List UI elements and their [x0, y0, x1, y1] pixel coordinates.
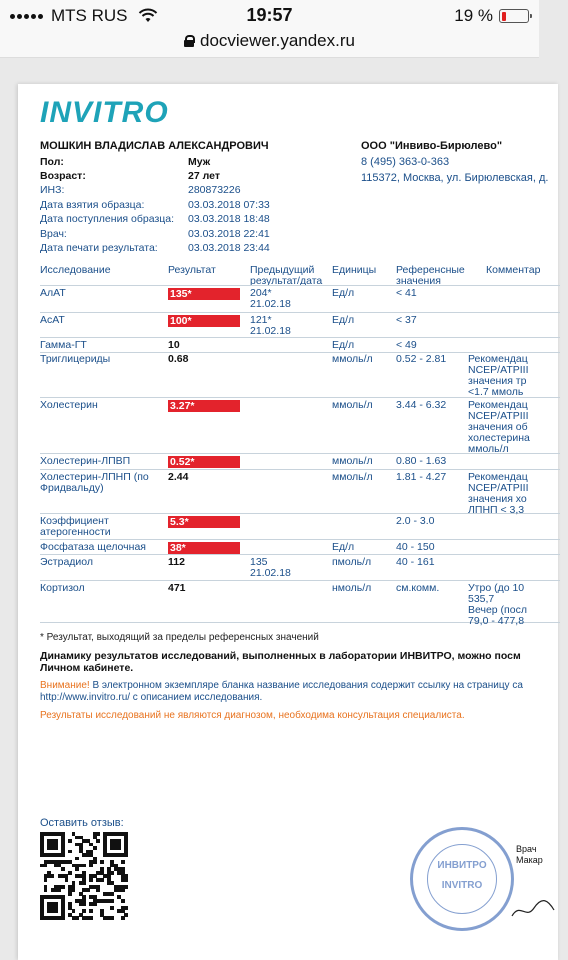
comment: NCEP/ATPIII [468, 364, 529, 376]
result-flagged: 38* [168, 542, 240, 554]
previous-result: 135 [250, 556, 268, 568]
comment: значения об [468, 421, 528, 433]
signature [508, 892, 568, 922]
footnote: * Результат, выходящий за пределы референсных значений [40, 632, 319, 643]
qr-code[interactable] [40, 832, 128, 920]
col-header-comment: Комментар [486, 264, 541, 276]
unit: ммоль/л [332, 471, 373, 483]
previous-result: 204* [250, 287, 272, 299]
reference-range: 2.0 - 3.0 [396, 515, 435, 527]
test-name[interactable]: Коэффициент [40, 515, 109, 527]
stamp-text: ИНВИТРО [437, 860, 487, 871]
test-name[interactable]: Кортизол [40, 582, 85, 594]
previous-result: 21.02.18 [250, 298, 291, 310]
invitro-logo: INVITRO [40, 96, 169, 129]
battery-percent: 19 % [454, 6, 493, 25]
table-divider [40, 554, 560, 555]
reference-range: 40 - 161 [396, 556, 435, 568]
invitro-link[interactable]: http://www.invitro.ru/ [40, 692, 131, 703]
table-divider [40, 469, 560, 470]
test-name[interactable]: атерогенности [40, 526, 111, 538]
previous-result: 21.02.18 [250, 567, 291, 579]
reference-range: 40 - 150 [396, 541, 435, 553]
table-divider [40, 539, 560, 540]
unit: Ед/л [332, 287, 355, 299]
reference-range: 1.81 - 4.27 [396, 471, 447, 483]
attention-label: Внимание! [40, 680, 90, 691]
info-label: Возраст: [40, 170, 86, 182]
result-value: 0.68 [168, 353, 189, 365]
status-bar [0, 0, 539, 30]
test-name[interactable]: Триглицериды [40, 353, 111, 365]
result-flagged: 135* [168, 288, 240, 300]
test-name[interactable]: Холестерин-ЛПНП (по [40, 471, 149, 483]
col-header-test: Исследование [40, 264, 111, 276]
info-value: 03.03.2018 22:41 [188, 228, 270, 240]
info-value: 280873226 [188, 184, 241, 196]
patient-name: МОШКИН ВЛАДИСЛАВ АЛЕКСАНДРОВИЧ [40, 140, 269, 152]
result-flagged: 0.52* [168, 456, 240, 468]
table-divider [40, 312, 560, 313]
org-phone: 8 (495) 363-0-363 [361, 156, 450, 168]
result-value: 10 [168, 339, 180, 351]
unit: Ед/л [332, 314, 355, 326]
comment: NCEP/ATPIII [468, 482, 529, 494]
test-name[interactable]: Холестерин-ЛПВП [40, 455, 131, 467]
carrier-name: MTS RUS [51, 6, 128, 25]
comment: холестерина [468, 432, 530, 444]
result-value: 112 [168, 556, 185, 568]
feedback-label: Оставить отзыв: [40, 817, 124, 829]
info-value: 27 лет [188, 170, 220, 182]
document-page [18, 84, 558, 960]
col-header-ref-sub: значения [396, 275, 441, 287]
comment: 535,7 [468, 593, 495, 605]
info-value: Муж [188, 156, 211, 168]
comment: значения хо [468, 493, 527, 505]
comment: ммоль/л [468, 443, 509, 455]
clock: 19:57 [246, 5, 293, 25]
test-name[interactable]: АлАТ [40, 287, 66, 299]
col-header-prev: Предыдущий [250, 264, 315, 276]
info-label: Дата поступления образца: [40, 213, 175, 225]
col-header-result: Результат [168, 264, 216, 276]
result-flagged: 3.27* [168, 400, 240, 412]
unit: нмоль/л [332, 582, 372, 594]
col-header-prev-sub: результат/дата [250, 275, 323, 287]
comment: Утро (до 10 [468, 582, 525, 594]
test-name[interactable]: Фридвальду) [40, 482, 104, 494]
reference-range: < 41 [396, 287, 417, 299]
comment: Рекомендац [468, 353, 528, 365]
address-field[interactable] [0, 31, 539, 51]
lab-stamp [410, 827, 514, 931]
result-value: 2.44 [168, 471, 189, 483]
attention-note [40, 680, 523, 704]
doctor-name: Макар [516, 855, 543, 865]
reference-range: 0.52 - 2.81 [396, 353, 447, 365]
table-divider [40, 580, 560, 581]
col-header-ref: Референсные [396, 264, 465, 276]
unit: ммоль/л [332, 399, 373, 411]
dynamics-note [40, 650, 521, 674]
url-text: docviewer.yandex.ru [200, 31, 355, 50]
test-name[interactable]: Холестерин [40, 399, 98, 411]
comment: <1.7 ммоль [468, 386, 524, 398]
url-bar[interactable] [0, 30, 539, 58]
info-label: Дата печати результата: [40, 242, 158, 254]
info-label: Пол: [40, 156, 64, 168]
result-value: 471 [168, 582, 186, 594]
previous-result: 121* [250, 314, 272, 326]
battery-fill [502, 12, 507, 21]
attention-text: В электронном экземпляре бланка название исследования содержит ссылку на страницу са [89, 680, 523, 691]
attention-text: с описанием исследования. [130, 692, 263, 703]
info-value: 03.03.2018 07:33 [188, 199, 270, 211]
comment: Рекомендац [468, 399, 528, 411]
comment: значения тр [468, 375, 527, 387]
reference-range: 3.44 - 6.32 [396, 399, 447, 411]
unit: пмоль/л [332, 556, 372, 568]
previous-result: 21.02.18 [250, 325, 291, 337]
unit: Ед/л [332, 339, 355, 351]
org-address: 115372, Москва, ул. Бирюлевская, д. [361, 172, 549, 184]
lock-icon [184, 35, 194, 47]
reference-range: см.комм. [396, 582, 440, 594]
table-divider [40, 285, 560, 286]
reference-range: < 37 [396, 314, 417, 326]
unit: ммоль/л [332, 353, 373, 365]
info-label: ИНЗ: [40, 184, 65, 196]
test-name[interactable]: Гамма-ГТ [40, 339, 87, 351]
doctor-label: Врач [516, 844, 537, 854]
col-header-unit: Единицы [332, 264, 377, 276]
info-value: 03.03.2018 23:44 [188, 242, 270, 254]
comment: 79,0 - 477,8 [468, 615, 525, 627]
result-flagged: 100* [168, 315, 240, 327]
comment: Вечер (посл [468, 604, 527, 616]
doctor-signature-label [516, 844, 543, 866]
comment: Рекомендац [468, 471, 528, 483]
info-label: Врач: [40, 228, 67, 240]
dynamics-line: Личном кабинете. [40, 662, 134, 674]
test-name[interactable]: АсАТ [40, 314, 65, 326]
unit: ммоль/л [332, 455, 373, 467]
dynamics-line: Динамику результатов исследований, выполненных в лаборатории ИНВИТРО, можно посм [40, 650, 521, 662]
reference-range: < 49 [396, 339, 417, 351]
unit: Ед/л [332, 541, 355, 553]
comment: ЛПНП < 3,3 [468, 504, 525, 516]
table-divider [40, 337, 560, 338]
test-name[interactable]: Эстрадиол [40, 556, 94, 568]
comment: NCEP/ATPIII [468, 410, 529, 422]
battery-icon [499, 9, 529, 23]
test-name[interactable]: Фосфатаза щелочная [40, 541, 146, 553]
result-flagged: 5.3* [168, 516, 240, 528]
info-value: 03.03.2018 18:48 [188, 213, 270, 225]
reference-range: 0.80 - 1.63 [396, 455, 447, 467]
info-label: Дата взятия образца: [40, 199, 145, 211]
status-right [454, 6, 529, 26]
stamp-text: INVITRO [441, 880, 483, 891]
disclaimer: Результаты исследований не являются диагнозом, необходима консультация специалиста. [40, 710, 465, 721]
org-name: ООО "Инвиво-Бирюлево" [361, 140, 503, 152]
